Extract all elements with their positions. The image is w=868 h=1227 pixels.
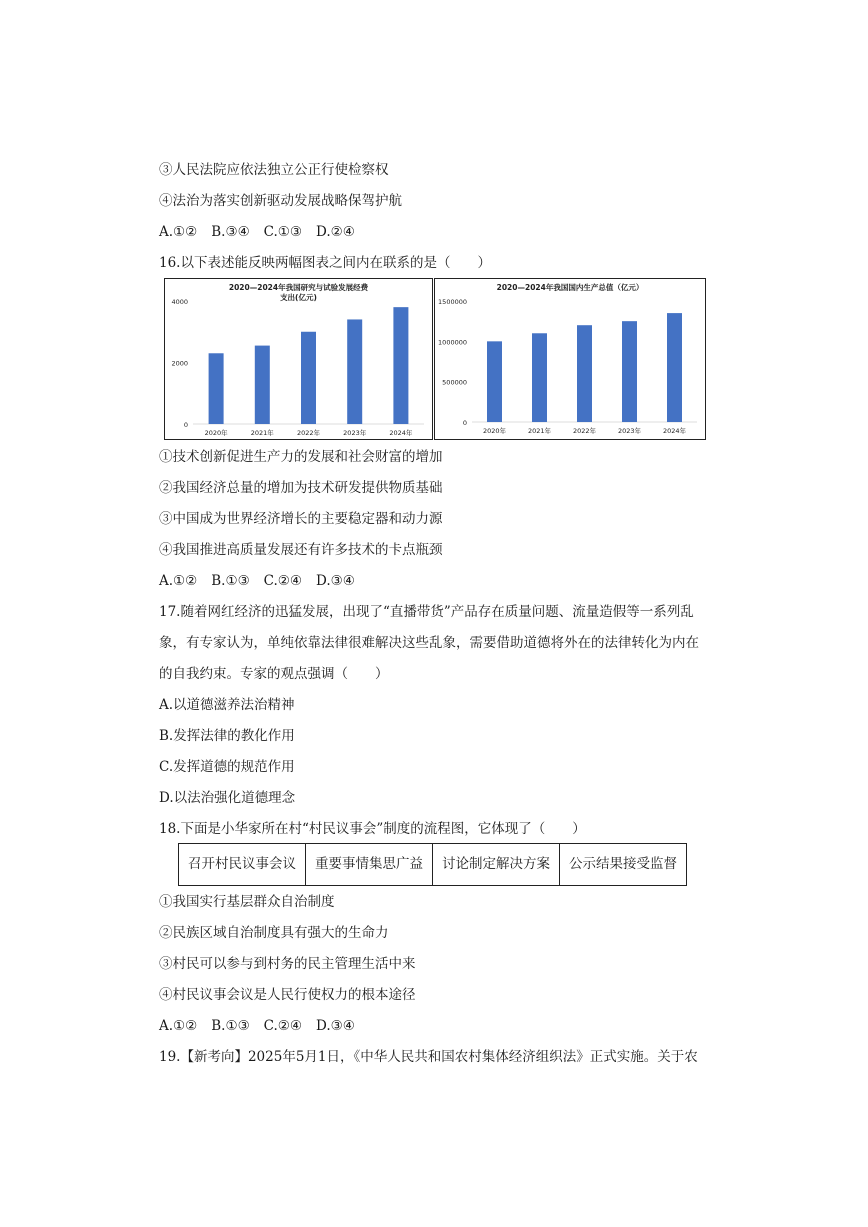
bar [487, 341, 502, 422]
q18-option-d: D.③④ [316, 1018, 355, 1034]
bar [622, 321, 637, 422]
q18-item-2: ②民族区域自治制度具有强大的生命力 [159, 925, 389, 941]
flow-step-4: 公示结果接受监督 [569, 856, 677, 872]
q17-choice-c: C.发挥道德的规范作用 [159, 759, 295, 775]
q17-choice-b: B.发挥法律的教化作用 [159, 728, 295, 744]
flowchart [178, 843, 687, 886]
q18-item-3: ③村民可以参与到村务的民主管理生活中来 [159, 956, 416, 972]
flow-step-2: 重要事情集思广益 [306, 844, 433, 885]
q16-option-b: B.①③ [211, 573, 250, 589]
q18-stem: 18.下面是小华家所在村“村民议事会”制度的流程图，它体现了（ ） [159, 821, 586, 837]
x-tick-label: 2024年 [389, 429, 413, 437]
q19-stem-line-1: 19.【新考向】2025年5月1日，《中华人民共和国农村集体经济组织法》正式实施。关于农 [159, 1049, 698, 1065]
q15-option-b: B.③④ [211, 224, 250, 240]
q17-stem-line-1: 17.随着网红经济的迅猛发展，出现了“直播带货”产品存在质量问题、流量造假等一系列乱 [159, 604, 694, 620]
gdp-chart [434, 278, 706, 440]
q15-option-a: A.①② [159, 224, 198, 240]
q16-option-c: C.②④ [263, 573, 303, 589]
y-tick-label: 1500000 [438, 298, 467, 306]
q16-item-3: ③中国成为世界经济增长的主要稳定器和动力源 [159, 511, 443, 527]
q16-item-1: ①技术创新促进生产力的发展和社会财富的增加 [159, 449, 443, 465]
q18-options [159, 1017, 369, 1035]
x-tick-label: 2023年 [617, 427, 642, 435]
q16-options [159, 572, 369, 590]
chart-2-title: 2020—2024年我国国内生产总值（亿元） [496, 283, 644, 292]
q16-option-d: D.③④ [316, 573, 355, 589]
q18-option-b: B.①③ [211, 1018, 250, 1034]
q18-option-c: C.②④ [263, 1018, 303, 1034]
q15-options [159, 223, 369, 241]
q17-choice-d: D.以法治强化道德理念 [159, 790, 296, 806]
bar [532, 333, 547, 422]
bar [393, 307, 408, 424]
q17-stem-line-2: 象，有专家认为，单纯依靠法律很难解决这些乱象，需要借助道德将外在的法律转化为内在 [159, 635, 699, 651]
y-tick-label: 0 [462, 419, 467, 427]
bar [667, 313, 682, 422]
q15-item-3: ③人民法院应依法独立公正行使检察权 [159, 162, 389, 178]
bar [347, 319, 362, 424]
chart-1-title: 2020—2024年我国研究与试验发展经费 [228, 283, 369, 292]
flow-step-3: 讨论制定解决方案 [433, 844, 560, 885]
y-tick-label: 1000000 [438, 338, 467, 347]
q16-item-4: ④我国推进高质量发展还有许多技术的卡点瓶颈 [159, 542, 443, 558]
chart-1-subtitle: 支出(亿元) [280, 293, 317, 302]
bar [209, 353, 224, 424]
bar [301, 332, 316, 424]
chart-2-plot [435, 279, 705, 439]
q15-option-d: D.②④ [316, 224, 355, 240]
q18-item-4: ④村民议事会议是人民行使权力的根本途径 [159, 987, 416, 1003]
q17-choice-a: A.以道德滋养法治精神 [159, 697, 295, 713]
bar [577, 325, 592, 422]
x-tick-label: 2021年 [250, 429, 274, 437]
q18-option-a: A.①② [159, 1018, 198, 1034]
x-tick-label: 2020年 [204, 429, 228, 437]
q17-stem-line-3: 的自我约束。专家的观点强调（ ） [159, 666, 389, 682]
bar [255, 346, 270, 424]
q15-option-c: C.①③ [263, 224, 303, 240]
q16-option-a: A.①② [159, 573, 198, 589]
x-tick-label: 2021年 [527, 427, 552, 435]
x-tick-label: 2022年 [572, 427, 597, 435]
q15-item-4: ④法治为落实创新驱动发展战略保驾护航 [159, 193, 402, 209]
q16-item-2: ②我国经济总量的增加为技术研发提供物质基础 [159, 480, 443, 496]
flow-step-1: 召开村民议事会议 [179, 844, 306, 885]
y-tick-label: 0 [183, 421, 188, 429]
x-tick-label: 2024年 [662, 427, 687, 435]
rd-expenditure-chart [164, 278, 433, 440]
y-tick-label: 500000 [442, 378, 467, 387]
chart-1-plot [165, 279, 432, 439]
x-tick-label: 2022年 [296, 429, 321, 437]
x-tick-label: 2023年 [343, 429, 367, 437]
q16-stem: 16.以下表述能反映两幅图表之间内在联系的是（ ） [159, 255, 491, 271]
y-tick-label: 4000 [171, 298, 188, 306]
x-tick-label: 2020年 [482, 427, 507, 435]
q18-item-1: ①我国实行基层群众自治制度 [159, 894, 335, 910]
y-tick-label: 2000 [171, 359, 188, 368]
